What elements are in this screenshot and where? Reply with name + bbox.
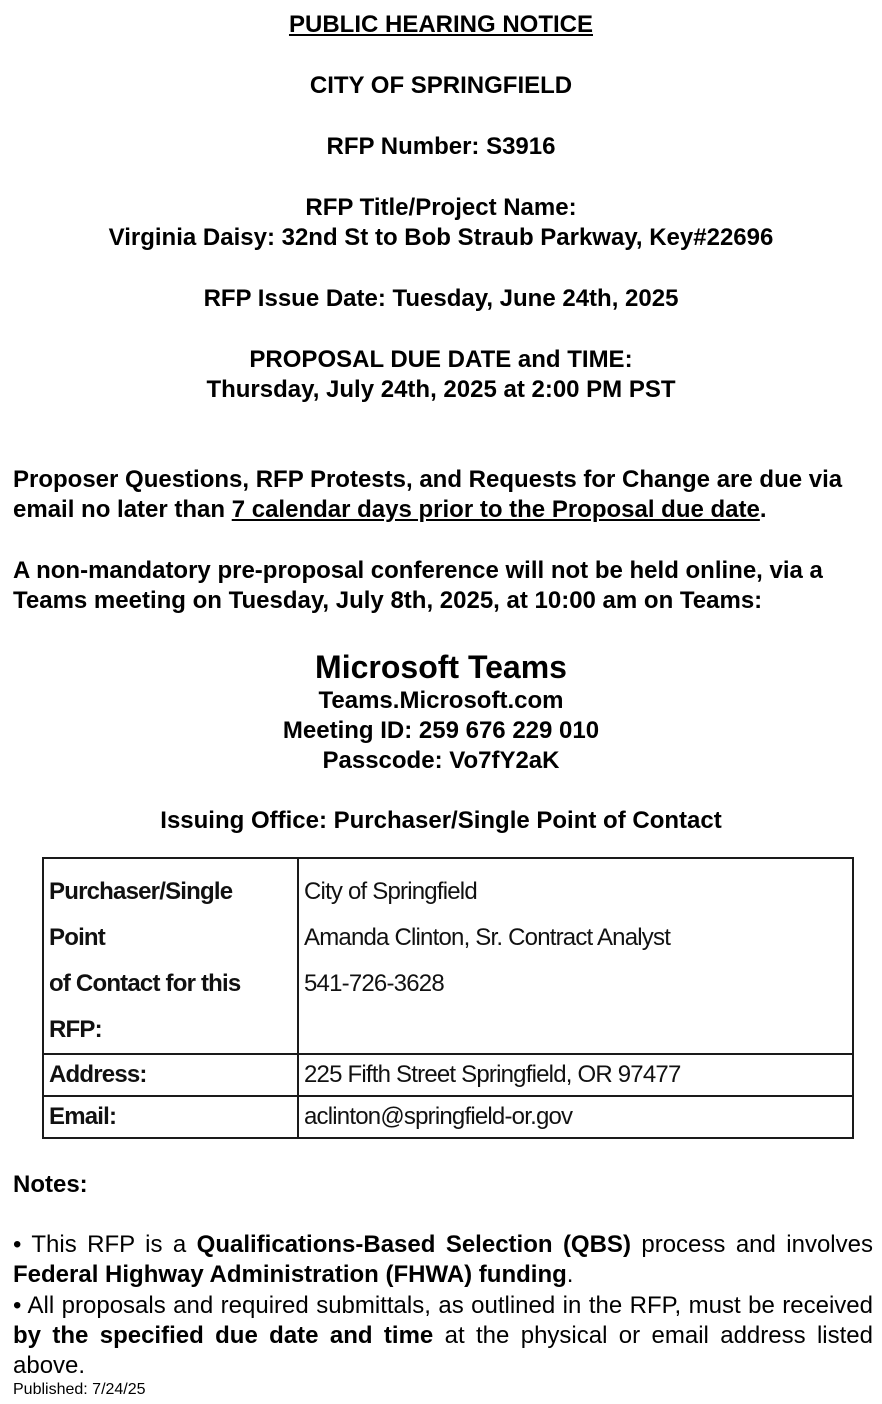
note-qbs: Qualifications-Based Selection (QBS) bbox=[196, 1231, 631, 1258]
teams-block bbox=[0, 648, 882, 776]
teams-passcode: Passcode: Vo7fY2aK bbox=[322, 747, 560, 774]
contact-row-purchaser bbox=[43, 858, 853, 1054]
note-fhwa: Federal Highway Administration (FHWA) funding bbox=[13, 1261, 567, 1288]
rfp-title-label: RFP Title/Project Name: bbox=[305, 194, 577, 221]
notice-title: PUBLIC HEARING NOTICE bbox=[288, 11, 593, 38]
contact-row-email bbox=[43, 1096, 853, 1138]
contact-phone: 541-726-3628 bbox=[304, 970, 444, 997]
note-item-qbs bbox=[13, 1230, 873, 1290]
note-text: process and involves bbox=[630, 1231, 873, 1258]
contact-label-email: Email: bbox=[43, 1096, 298, 1138]
rfp-issue-date: RFP Issue Date: Tuesday, June 24th, 2025 bbox=[203, 285, 679, 312]
notice-header bbox=[0, 10, 882, 405]
city-name: CITY OF SPRINGFIELD bbox=[309, 72, 573, 99]
contact-label-address: Address: bbox=[43, 1054, 298, 1096]
note-text: • This RFP is a bbox=[13, 1231, 197, 1258]
contact-person: Amanda Clinton, Sr. Contract Analyst bbox=[304, 924, 671, 951]
note-text: . bbox=[566, 1261, 574, 1288]
contact-city: City of Springfield bbox=[304, 878, 477, 905]
issuing-office-block bbox=[0, 806, 882, 836]
teams-name: Microsoft Teams bbox=[315, 649, 567, 685]
teams-url: Teams.Microsoft.com bbox=[318, 687, 564, 714]
proposal-due-label: PROPOSAL DUE DATE and TIME: bbox=[249, 346, 633, 373]
questions-end: . bbox=[759, 496, 767, 523]
contact-value-address: 225 Fifth Street Springfield, OR 97477 bbox=[298, 1054, 853, 1096]
note-item-proposals bbox=[13, 1291, 873, 1381]
conference-paragraph: A non-mandatory pre-proposal conference will not be held online, via a Teams meeting on Tuesday, July 8th, 2025, at 10:00 am on Teams: bbox=[13, 557, 823, 614]
contact-value-purchaser bbox=[298, 858, 853, 1054]
issuing-office: Issuing Office: Purchaser/Single Point of Contact bbox=[160, 807, 722, 834]
published-date: Published: 7/24/25 bbox=[13, 1381, 146, 1398]
contact-label-purchaser bbox=[43, 858, 298, 1054]
rfp-title: Virginia Daisy: 32nd St to Bob Straub Parkway, Key#22696 bbox=[108, 224, 774, 251]
contact-row-address bbox=[43, 1054, 853, 1096]
contact-value-email: aclinton@springfield-or.gov bbox=[298, 1096, 853, 1138]
note-text: at the physical or email address listed above. bbox=[13, 1322, 873, 1379]
contact-label-line: Purchaser/Single Point bbox=[49, 878, 233, 951]
questions-paragraph bbox=[13, 465, 873, 525]
notes-heading: Notes: bbox=[13, 1171, 88, 1198]
proposal-due-date: Thursday, July 24th, 2025 at 2:00 PM PST bbox=[206, 376, 676, 403]
note-deadline: by the specified due date and time bbox=[13, 1322, 434, 1349]
teams-meeting-id: Meeting ID: 259 676 229 010 bbox=[282, 717, 600, 744]
rfp-number: RFP Number: S3916 bbox=[326, 133, 556, 160]
note-text: • All proposals and required submittals, as outlined in the RFP, must be received bbox=[13, 1292, 873, 1319]
questions-deadline: 7 calendar days prior to the Proposal due date bbox=[231, 496, 760, 523]
contact-table bbox=[42, 857, 854, 1139]
questions-text: Proposer Questions, RFP Protests, and Requests for Change are due via email no later than bbox=[13, 466, 843, 523]
contact-label-line: of Contact for this RFP: bbox=[49, 970, 241, 1043]
